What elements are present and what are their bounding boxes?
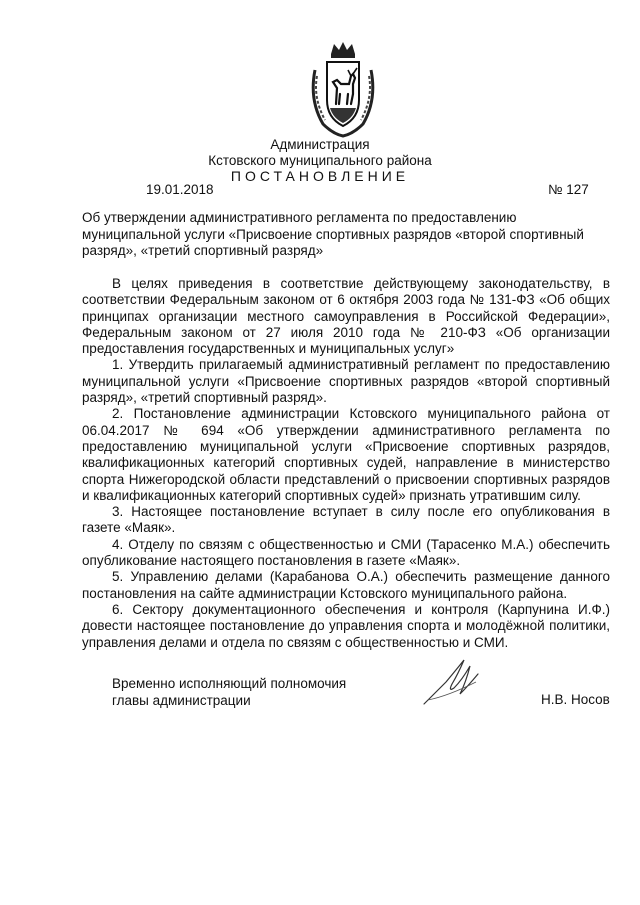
document-subject: Об утверждении административного регламента по предоставлению муниципальной услуги «Присвоение спортивных разрядов «второй спортивный разряд», «третий спортивный разряд» [82,210,584,258]
document-type: ПОСТАНОВЛЕНИЕ [230,168,410,184]
issuer-line-1: Администрация [270,137,370,152]
signatory-position [112,675,346,709]
signatory-position-line-1: Временно исполняющий полномочия [112,676,347,691]
issuer-line-2: Кстовского муниципального района [208,153,432,168]
paragraph: 1. Утвердить прилагаемый административный регламент по предоставлению муниципальной услуги «Присвоение спортивных разрядов «второй спортивный разряд», «третий спортивный разряд». [82,357,610,406]
document-body [82,276,610,651]
coat-of-arms-icon [303,40,383,140]
signatory-position-line-2: главы администрации [112,693,251,708]
paragraph: 4. Отделу по связям с общественностью и СМИ (Тарасенко М.А.) обеспечить опубликование настоящего постановления в газете «Маяк». [82,536,610,569]
paragraph: 6. Сектору документационного обеспечения и контроля (Карпунина И.Ф.) довести настоящее постановление до управления спорта и молодёжной политики, управления делами и отдела по связям с общественностью и СМИ. [82,601,610,650]
paragraph: В целях приведения в соответствие действующему законодательству, в соответствии Федеральным законом от 6 октября 2003 года № 131-ФЗ «Об общих принципах организации местного самоуправления в Российской Федерации», Федеральным законом от 27 июля 2010 года № 210-ФЗ «Об организации предоставления государственных и муниципальных услуг» [82,276,610,357]
signatory-name: Н.В. Носов [541,692,610,707]
paragraph: 3. Настоящее постановление вступает в силу после его опубликования в газете «Маяк». [82,504,610,536]
document-date: 19.01.2018 [146,182,214,197]
handwritten-signature [418,652,488,712]
document-number: № 127 [548,182,589,197]
paragraph: 5. Управлению делами (Карабанова О.А.) обеспечить размещение данного постановления на сайте администрации Кстовского муниципального района. [82,569,610,601]
paragraph: 2. Постановление администрации Кстовского муниципального района от 06.04.2017 № 694 «Об утверждении административного регламента по предоставлению муниципальной услуги «Присвоение спортивных разрядов, квалификационных категорий спортивных судей, направление в министерство спорта Нижегородской области представлений о присвоении спортивных разрядов и квалификационных категорий спортивных судей» признать утратившим силу. [82,406,610,503]
